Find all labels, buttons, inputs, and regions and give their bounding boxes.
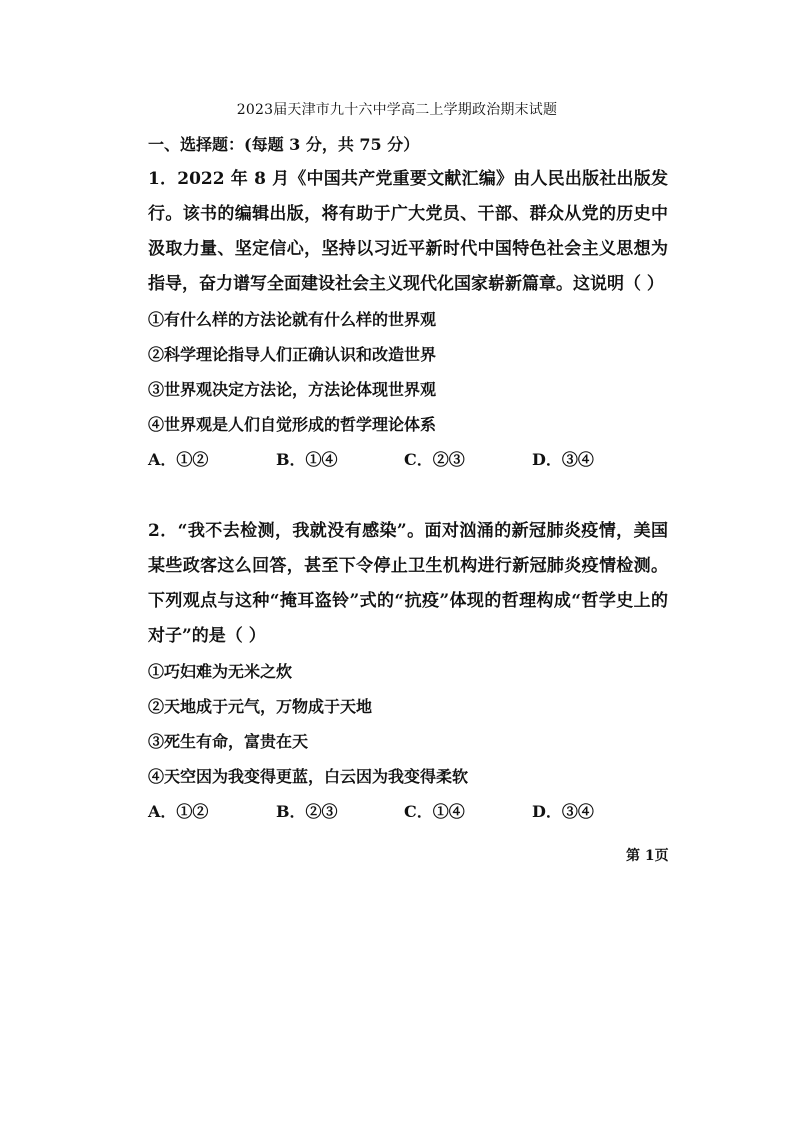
question-2-option-4: ④天空因为我变得更蓝，白云因为我变得柔软 [148, 767, 469, 786]
question-2-choice-b: B．②③ [276, 802, 338, 821]
question-2-option-2: ②天地成于元气，万物成于天地 [148, 697, 373, 716]
page-number: 第 1页 [626, 848, 669, 864]
question-2 [148, 514, 668, 829]
question-1-choices [148, 442, 668, 477]
question-1-choice-c: C．②③ [404, 450, 465, 469]
question-1-choice-a: A．①② [148, 450, 209, 469]
question-2-choices [148, 794, 668, 829]
question-1-choice-b: B．①④ [276, 450, 338, 469]
question-1-stem: 1．2022 年 8 月《中国共产党重要文献汇编》由人民出版社出版发行。该书的编辑出版，将有助于广大党员、干部、群众从党的历史中汲取力量、坚定信心，坚持以习近平新时代中国特色社会主义思想为指导，奋力谱写全面建设社会主义现代化国家崭新篇章。这说明（ ） [148, 169, 668, 294]
question-2-choice-d: D．③④ [532, 802, 594, 821]
question-1-option-3: ③世界观决定方法论，方法论体现世界观 [148, 380, 437, 399]
question-2-option-3: ③死生有命，富贵在天 [148, 732, 309, 751]
question-1 [148, 162, 668, 477]
question-1-option-4: ④世界观是人们自觉形成的哲学理论体系 [148, 415, 437, 434]
question-2-choice-c: C．①④ [404, 802, 465, 821]
question-1-choice-d: D．③④ [532, 450, 594, 469]
question-2-choice-a: A．①② [148, 802, 209, 821]
document-title: 2023届天津市九十六中学高二上学期政治期末试题 [236, 102, 558, 118]
section-header: 一、选择题：(每题 3 分，共 75 分） [148, 135, 420, 154]
question-1-option-1: ①有什么样的方法论就有什么样的世界观 [148, 310, 437, 329]
question-1-option-2: ②科学理论指导人们正确认识和改造世界 [148, 345, 437, 364]
question-2-option-1: ①巧妇难为无米之炊 [148, 662, 293, 681]
question-2-stem: 2．“我不去检测，我就没有感染”。面对汹涌的新冠肺炎疫情，美国某些政客这么回答，甚至下令停止卫生机构进行新冠肺炎疫情检测。下列观点与这种“掩耳盗铃”式的“抗疫”体现的哲理构成“哲学史上的对子”的是（ ） [148, 521, 668, 646]
